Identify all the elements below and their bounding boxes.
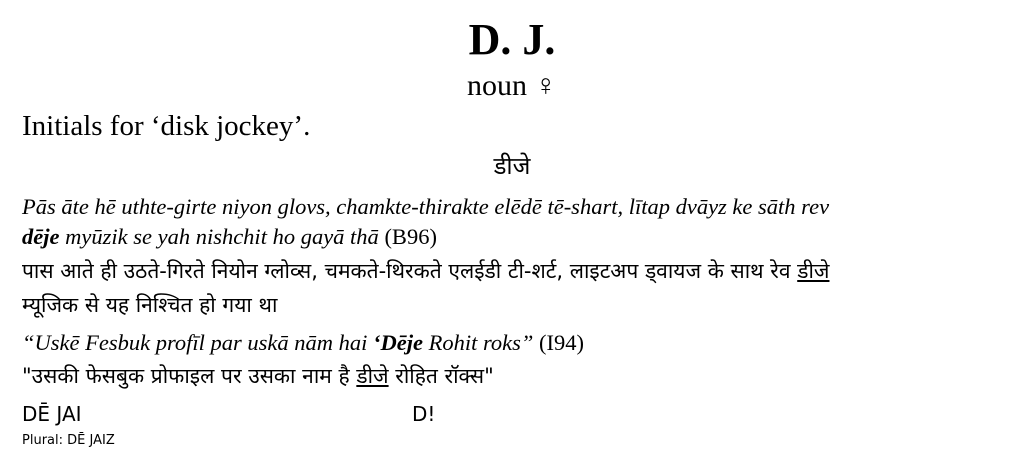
devanagari-headword: डीजे [493, 152, 531, 180]
example2-devanagari-keyword: डीजे [356, 364, 389, 388]
example2-devanagari [22, 361, 1012, 391]
feminine-gender-icon: ♀ [534, 69, 557, 102]
part-of-speech: noun [467, 69, 527, 102]
example1-devanagari-keyword: डीजे [797, 259, 830, 283]
example1-devanagari-line2: म्यूजिक से यह निश्चित हो गया था [22, 293, 278, 317]
example1-devanagari-text: पास आते ही उठते-गिरते नियोन ग्लोव्स, चमकते-थिरकते एलईडी टी-शर्ट, लाइटअप ड्वायज के साथ रेव [22, 259, 798, 283]
example2-transliteration-after: Rohit roks” [422, 330, 534, 355]
example2-keyword: ‘Dēje [373, 330, 423, 355]
example1-transliteration-line2 [22, 223, 1012, 251]
example1-devanagari-line1 [22, 256, 1012, 286]
example2-transliteration [22, 329, 1012, 357]
example2-source-ref: (I94) [533, 330, 585, 355]
definition: Initials for ‘disk jockey’. [22, 110, 311, 142]
pronunciation-alternate: D! [412, 402, 436, 426]
headword: D. J. [468, 15, 556, 64]
example1-transliteration-rest: myūzik se yah nishchit ho gayā thā [59, 224, 379, 249]
example1-keyword: dēje [22, 224, 60, 249]
example2-devanagari-after: रोहित रॉक्स" [388, 364, 494, 388]
plural-pronunciation: Plural: DĒ JAIZ [22, 433, 115, 448]
example2-devanagari-before: "उसकी फेसबुक प्रोफाइल पर उसका नाम है [22, 364, 357, 388]
example1-transliteration-line1: Pās āte hē uthte-girte niyon glovs, chamkte-thirakte elēdē tē-shart, lītap dvāyz ke sāth rev [22, 194, 830, 219]
example2-transliteration-before: “Uskē Fesbuk profīl par uskā nām hai [22, 330, 374, 355]
example1-source-ref: (B96) [378, 224, 437, 249]
part-of-speech-line [0, 68, 1024, 104]
pronunciation: DĒ JAI [22, 402, 82, 426]
